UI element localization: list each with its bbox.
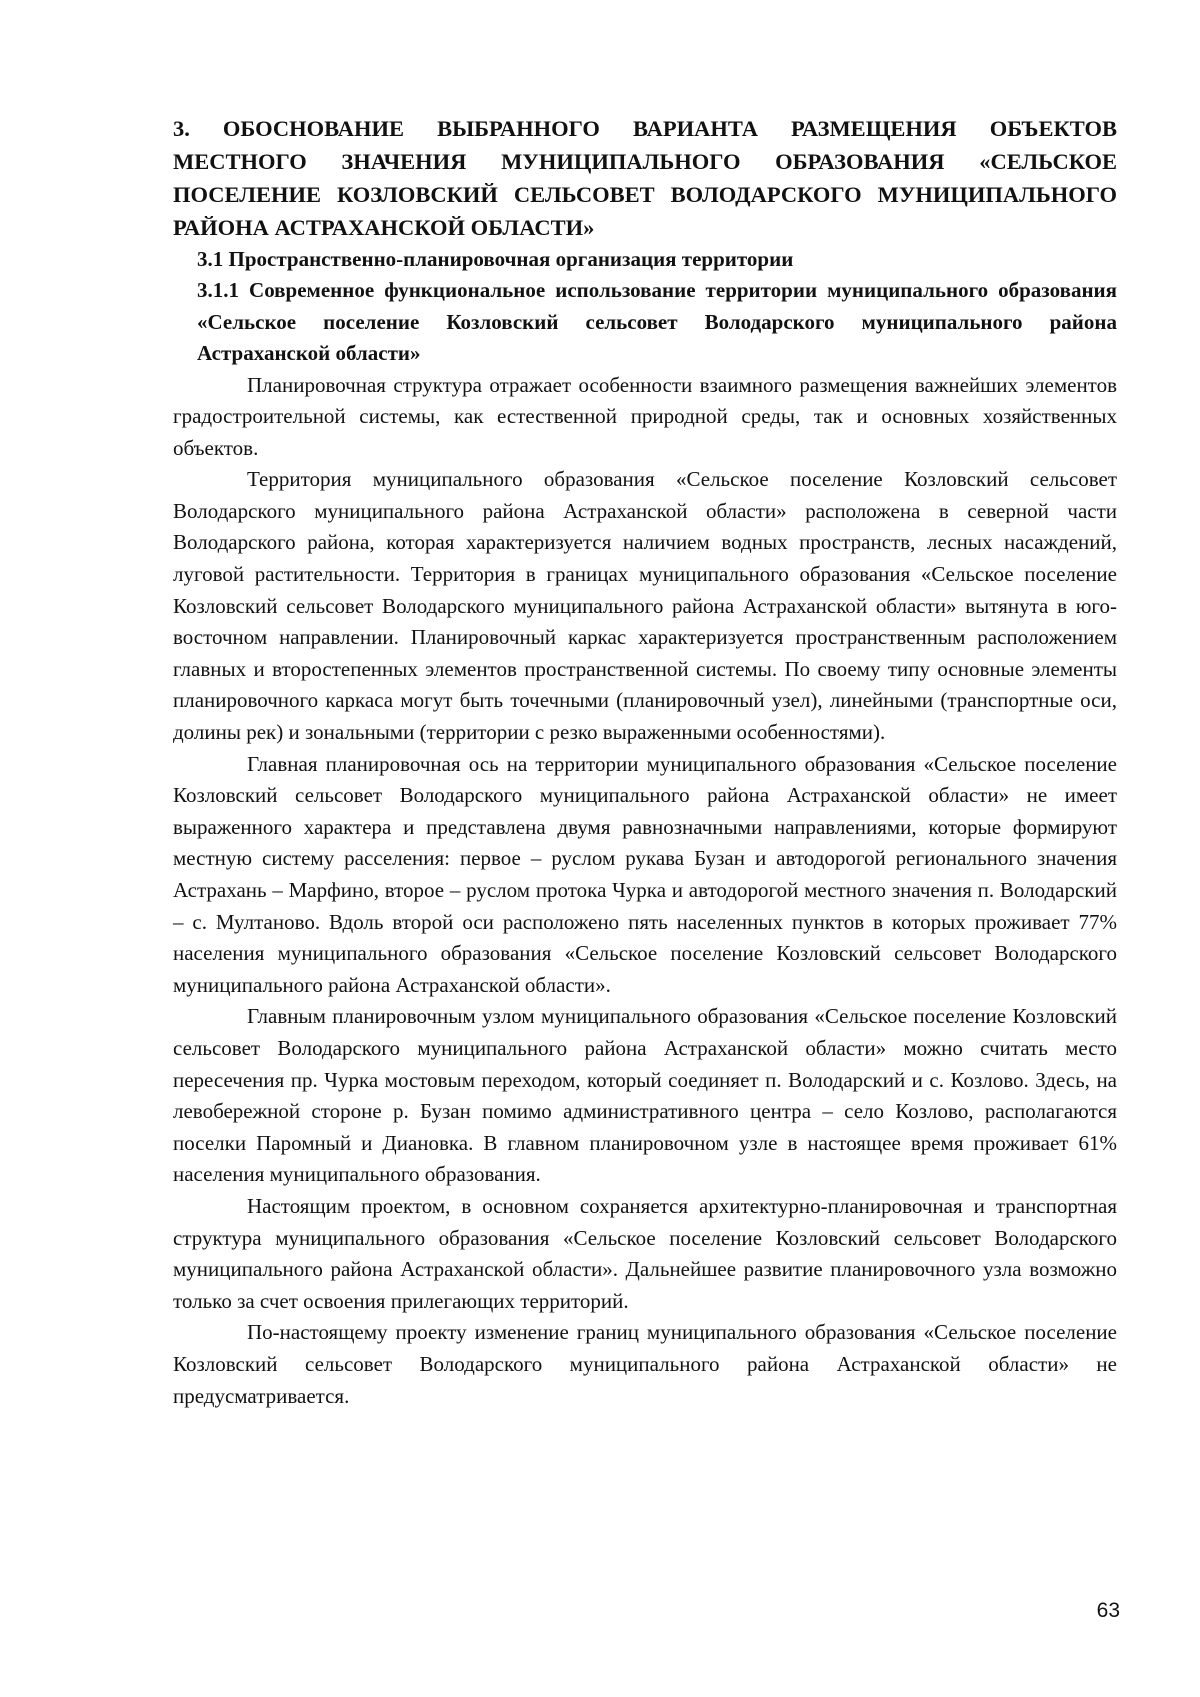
paragraph-boundaries: По-настоящему проекту изменение границ муниципального образования «Сельское поселение Козловский сельсовет Володарского муниципального района Астраханской области» не предусматривается. bbox=[173, 1320, 1117, 1408]
subheading-3-1: 3.1 Пространственно-планировочная организация территории bbox=[197, 247, 794, 271]
paragraph-main-node: Главным планировочным узлом муниципального образования «Сельское поселение Козловский сельсовет Володарского муниципального района Астраханской области» можно считать место пересечения пр. Чурка мостовым переходом, который соединяет п. Володарский и с. Козлово. Здесь, на левобережной стороне р. Бузан помимо административного центра – село Козлово, располагаются поселки Паромный и Диановка. В главном планировочном узле в настоящее время проживает 61% населения муниципального образования. bbox=[173, 1004, 1117, 1187]
paragraph-territory: Территория муниципального образования «Сельское поселение Козловский сельсовет Володарского муниципального района Астраханской области» расположена в северной части Володарского района, которая характеризуется наличием водных пространств, лесных насаждений, луговой растительности. Территория в границах муниципального образования «Сельское поселение Козловский сельсовет Володарского муниципального района Астраханской области» вытянута в юго-восточном направлении. Планировочный каркас характеризуется пространственным расположением главных и второстепенных элементов пространственной системы. По своему типу основные элементы планировочного каркаса могут быть точечными (планировочный узел), линейными (транспортные оси, долины рек) и зональными (территории с резко выраженными особенностями). bbox=[173, 467, 1117, 745]
page-content bbox=[173, 112, 1117, 1412]
page-number: 63 bbox=[1096, 1599, 1120, 1622]
paragraph-project-structure: Настоящим проектом, в основном сохраняется архитектурно-планировочная и транспортная структура муниципального образования «Сельское поселение Козловский сельсовет Володарского муниципального района Астраханской области». Дальнейшее развитие планировочного узла возможно только за счет освоения прилегающих территорий. bbox=[173, 1193, 1117, 1313]
section-heading: 3. ОБОСНОВАНИЕ ВЫБРАННОГО ВАРИАНТА РАЗМЕЩЕНИЯ ОБЪЕКТОВ МЕСТНОГО ЗНАЧЕНИЯ МУНИЦИПАЛЬНОГО ОБРАЗОВАНИЯ «СЕЛЬСКОЕ ПОСЕЛЕНИЕ КОЗЛОВСКИЙ СЕЛЬСОВЕТ ВОЛОДАРСКОГО МУНИЦИПАЛЬНОГО РАЙОНА АСТРАХАНСКОЙ ОБЛАСТИ» bbox=[173, 116, 1117, 240]
subheading-3-1-1: 3.1.1 Современное функциональное использование территории муниципального образования «Сельское поселение Козловский сельсовет Володарского муниципального района Астраханской области» bbox=[197, 278, 1117, 365]
paragraph-main-axis: Главная планировочная ось на территории муниципального образования «Сельское поселение Козловский сельсовет Володарского муниципального района Астраханской области» не имеет выраженного характера и представлена двумя равнозначными направлениями, которые формируют местную систему расселения: первое – руслом рукава Бузан и автодорогой регионального значения Астрахань – Марфино, второе – руслом протока Чурка и автодорогой местного значения п. Володарский – с. Мултаново. Вдоль второй оси расположено пять населенных пунктов в которых проживает 77% населения муниципального образования «Сельское поселение Козловский сельсовет Володарского муниципального района Астраханской области». bbox=[173, 751, 1117, 997]
paragraph-planning-structure: Планировочная структура отражает особенности взаимного размещения важнейших элементов градостроительной системы, как естественной природной среды, так и основных хозяйственных объектов. bbox=[173, 372, 1117, 460]
